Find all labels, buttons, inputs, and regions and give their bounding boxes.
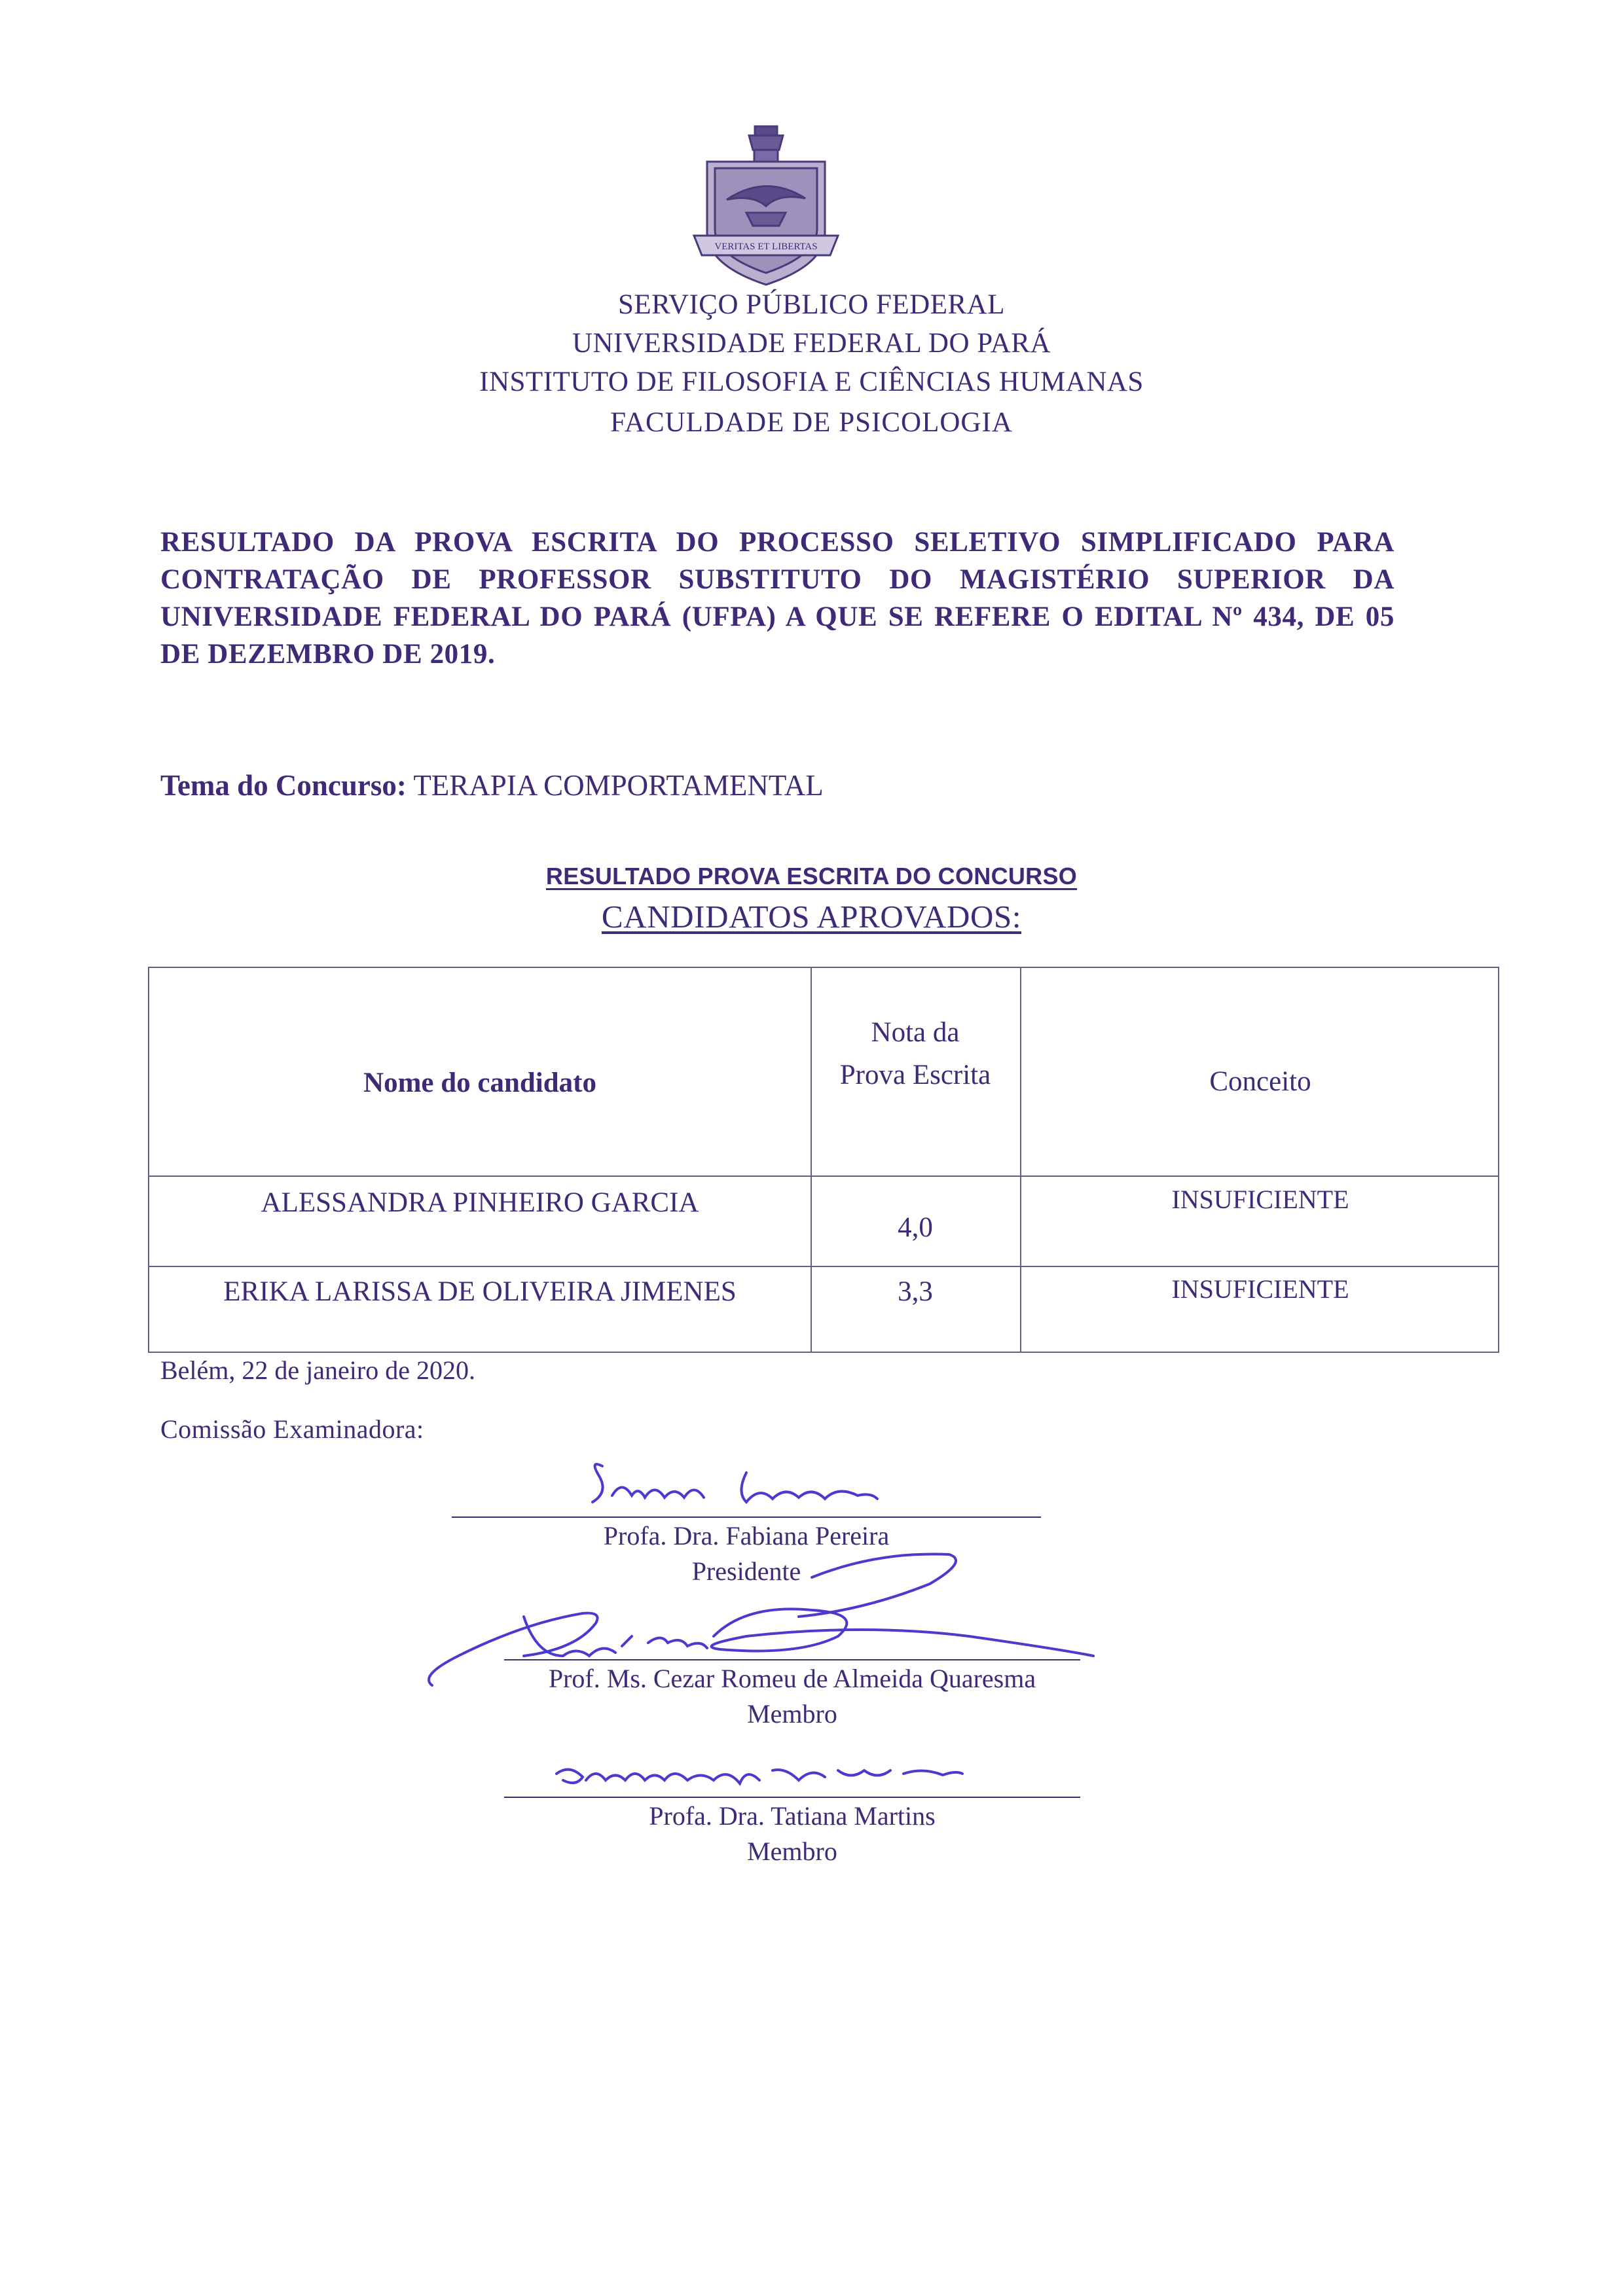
signature-line-2 (504, 1659, 1080, 1660)
header-name: Nome do candidato (363, 1067, 596, 1098)
header-grade: Nota da Prova Escrita (839, 1017, 991, 1090)
contest-theme-label: Tema do Concurso: (160, 769, 407, 802)
signature-tatiana-martins (556, 1770, 962, 1784)
header-institute: INSTITUTO DE FILOSOFIA E CIÊNCIAS HUMANAS (479, 367, 1144, 397)
committee-member-1 (452, 1518, 1041, 1589)
committee-member-3 (498, 1799, 1087, 1869)
table-row-2-name: ERIKA LARISSA DE OLIVEIRA JIMENES (223, 1276, 737, 1307)
committee-member-2 (498, 1661, 1087, 1732)
row-divider (149, 1266, 1498, 1267)
university-crest-logo (681, 121, 851, 291)
committee-member-2-name: Prof. Ms. Cezar Romeu de Almeida Quaresma (548, 1664, 1036, 1693)
crest-motto: VERITAS ET LIBERTAS (714, 242, 818, 252)
document-date: Belém, 22 de janeiro de 2020. (160, 1355, 475, 1385)
table-row-1-concept: INSUFICIENTE (1171, 1185, 1349, 1214)
committee-member-3-name: Profa. Dra. Tatiana Martins (649, 1801, 936, 1831)
results-table (148, 967, 1499, 1353)
signature-line-1 (452, 1516, 1041, 1518)
committee-member-1-role: Presidente (691, 1556, 801, 1586)
signature-fabiana-pereira (593, 1464, 877, 1502)
row-divider (149, 1175, 1498, 1177)
header-university: UNIVERSIDADE FEDERAL DO PARÁ (572, 328, 1051, 359)
committee-member-2-role: Membro (747, 1699, 837, 1729)
table-row-2-grade: 3,3 (898, 1276, 933, 1307)
signature-line-3 (504, 1797, 1080, 1798)
section-heading-result: RESULTADO PROVA ESCRITA DO CONCURSO (545, 863, 1078, 889)
committee-member-1-name: Profa. Dra. Fabiana Pereira (603, 1521, 890, 1551)
header-faculty: FACULDADE DE PSICOLOGIA (610, 407, 1013, 438)
table-row-1-grade: 4,0 (898, 1212, 933, 1243)
section-heading-approved: CANDIDATOS APROVADOS: (601, 899, 1022, 935)
contest-theme (160, 766, 824, 805)
table-row-1-name: ALESSANDRA PINHEIRO GARCIA (261, 1187, 699, 1218)
table-row-2-concept: INSUFICIENTE (1171, 1274, 1349, 1304)
header-concept: Conceito (1209, 1066, 1311, 1097)
committee-label: Comissão Examinadora: (160, 1414, 424, 1444)
committee-member-3-role: Membro (747, 1837, 837, 1866)
contest-theme-value: TERAPIA COMPORTAMENTAL (413, 769, 824, 802)
document-title: RESULTADO DA PROVA ESCRITA DO PROCESSO SELETIVO SIMPLIFICADO PARA CONTRATAÇÃO DE PROFESSOR SUBSTITUTO DO MAGISTÉRIO SUPERIOR DA UNIVERSIDADE FEDERAL DO PARÁ (UFPA) A QUE SE REFERE O EDITAL Nº 434, DE 05 DE DEZEMBRO DE 2019. (160, 527, 1395, 670)
header-service: SERVIÇO PÚBLICO FEDERAL (618, 289, 1005, 320)
